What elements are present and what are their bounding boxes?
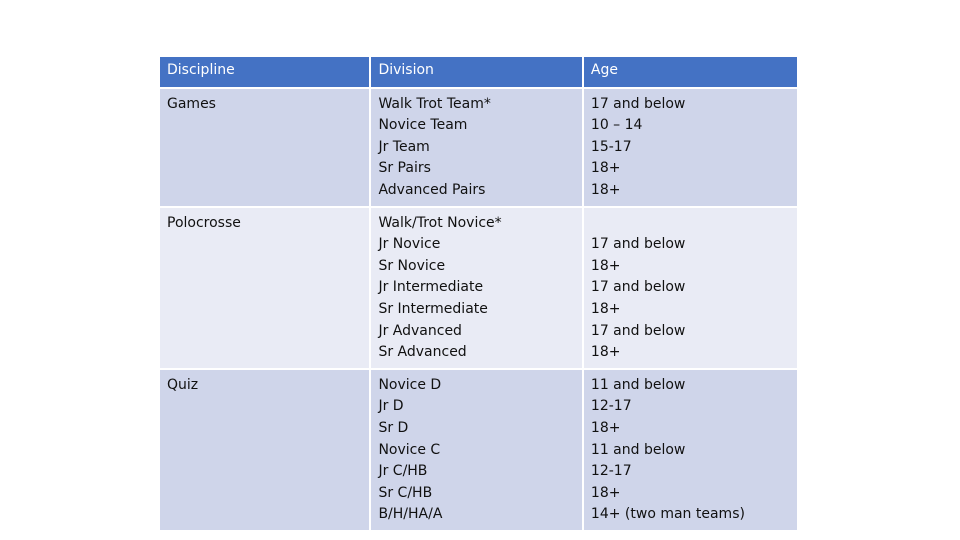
division-cell (371, 370, 581, 530)
table-row-quiz (160, 370, 797, 530)
age-item: 10 – 14 (590, 117, 643, 134)
division-item: Novice Team (378, 117, 468, 134)
division-item: Sr Advanced (378, 344, 467, 361)
division-item: B/H/HA/A (378, 506, 443, 523)
age-cell (584, 370, 797, 530)
discipline-cell (160, 208, 369, 368)
age-item: 18+ (590, 160, 621, 177)
age-item: 18+ (590, 181, 621, 198)
division-item: Sr C/HB (378, 484, 433, 501)
discipline-cell (160, 89, 369, 206)
division-item: Jr Novice (378, 236, 441, 253)
division-item: Novice C (378, 441, 441, 458)
discipline-name: Polocrosse (167, 214, 241, 231)
discipline-cell (160, 370, 369, 530)
discipline-name: Quiz (167, 376, 199, 393)
age-item: 18+ (590, 257, 621, 274)
division-item: Jr Intermediate (378, 279, 484, 296)
table-row-games (160, 89, 797, 206)
table-row-polocrosse (160, 208, 797, 368)
division-item: Jr Team (378, 138, 430, 155)
age-item: 18+ (590, 419, 621, 436)
division-item: Sr D (378, 419, 409, 436)
age-item: 12-17 (590, 463, 632, 480)
header-discipline: Discipline (160, 57, 369, 87)
age-item: 18+ (590, 484, 621, 501)
header-row (160, 57, 797, 87)
division-item: Walk Trot Team* (378, 95, 491, 112)
division-item: Walk/Trot Novice* (378, 214, 502, 231)
header-age: Age (584, 57, 797, 87)
age-item: 15-17 (590, 138, 632, 155)
age-item: 17 and below (590, 322, 686, 339)
division-table (158, 55, 799, 532)
division-item: Advanced Pairs (378, 181, 486, 198)
header-division: Division (371, 57, 581, 87)
division-item: Novice D (378, 376, 442, 393)
division-item: Sr Novice (378, 257, 446, 274)
age-item: 18+ (590, 344, 621, 361)
age-item: 17 and below (590, 279, 686, 296)
division-cell (371, 208, 581, 368)
blank-line (591, 213, 790, 235)
age-item: 11 and below (590, 376, 686, 393)
discipline-name: Games (167, 95, 216, 112)
age-item: 17 and below (590, 95, 686, 112)
age-item: 18+ (590, 300, 621, 317)
division-item: Jr D (378, 398, 404, 415)
division-item: Jr C/HB (378, 463, 428, 480)
division-item: Sr Intermediate (378, 300, 488, 317)
division-item: Jr Advanced (378, 322, 462, 339)
age-item: 12-17 (590, 398, 632, 415)
age-item: 17 and below (590, 236, 686, 253)
age-item: 11 and below (590, 441, 686, 458)
age-item: 14+ (two man teams) (590, 506, 745, 523)
division-cell (371, 89, 581, 206)
age-cell (584, 89, 797, 206)
age-cell (584, 208, 797, 368)
division-item: Sr Pairs (378, 160, 431, 177)
